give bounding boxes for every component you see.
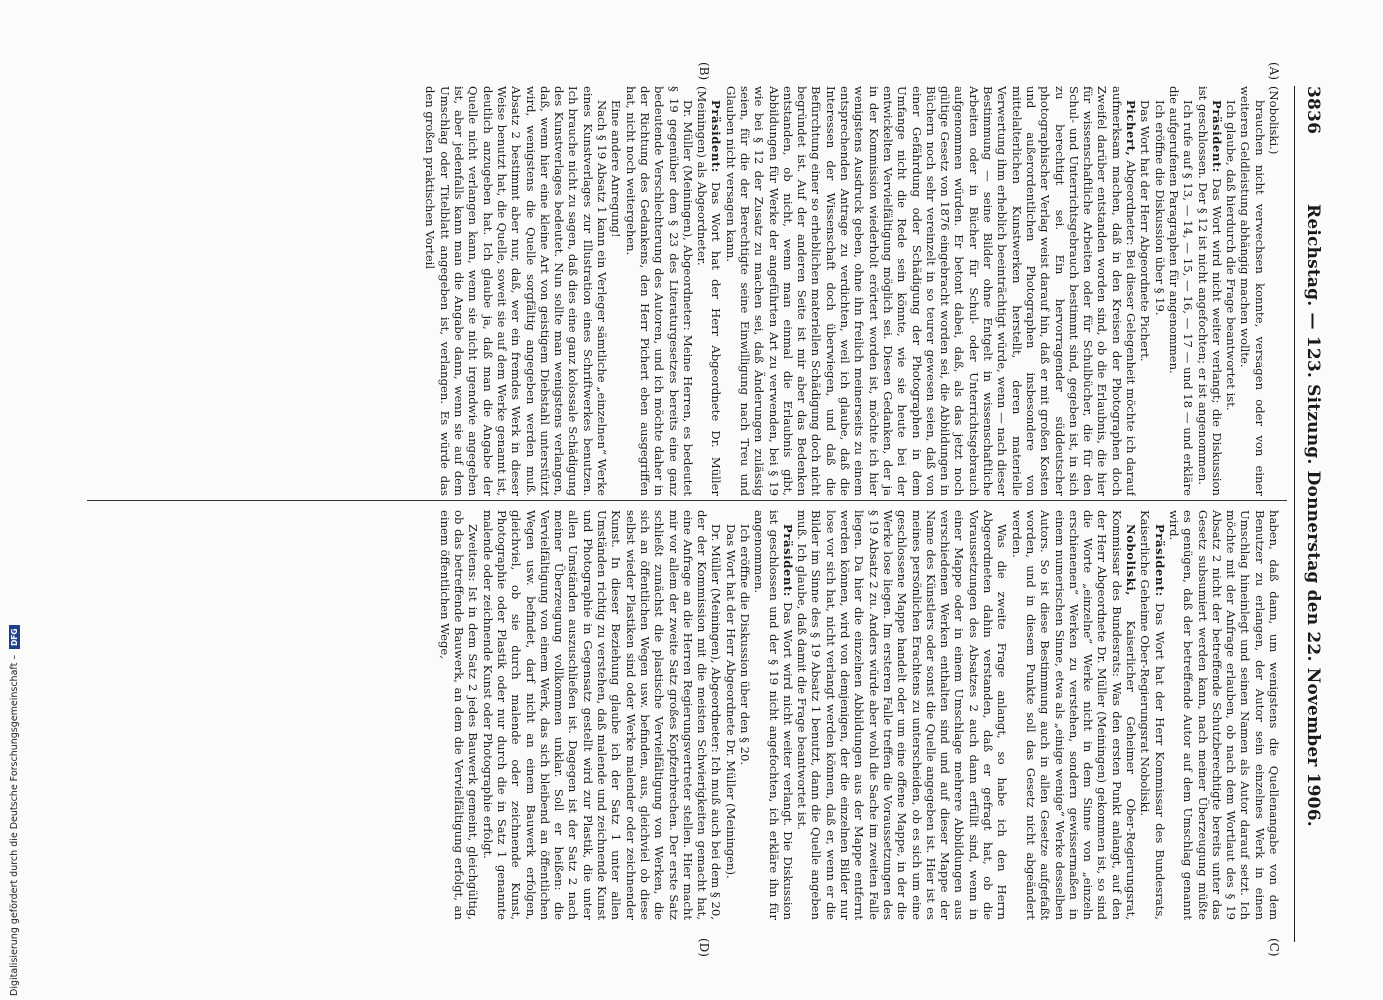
paragraph-text: Das Wort wird nicht weiter verlangt; die Diskussion ist geschlossen. Der § 12 ist nicht angefochten; er ist angenommen. xyxy=(1195,86,1224,496)
paragraph-text: Dr. Müller (Meiningen), Abgeordneter: Meine Herren, es bedeutet § 19 gegenüber dem § 23 des Literaturgesetzes bereits eine ganz bedeutende Verschlechterung des Autoren, und ich möchte daher in der Richtung des Gedankens, den Herr Pichert eben ausgegriffen hat, nicht noch weitergehen. xyxy=(623,86,695,496)
paragraph xyxy=(1224,86,1238,496)
paragraph xyxy=(609,86,623,496)
paragraph-text: haben, daß dann, um wenigstens die Quellenangabe von dem Benutzer zu erlangen, der Autor sein einzelnes Werk in einen Umschlag hineinlegt und seinen Namen als Autor darauf setzt. Ich möchte mit der Anfrage erlauben, ob nach dem Wortlaut des § 19 Absatz 2 nicht der betreffende Schutzberechtigte bereits unter das Gesetz subsumiert werden kann, nach meiner Überzeugung müßte es genügen, daß der betreffende Autor auf dem Umschlag genannt wird. xyxy=(1166,510,1281,920)
margin-marker-b: (B) xyxy=(697,62,711,81)
paragraph xyxy=(795,510,1009,920)
speaker-name: Präsident: xyxy=(1152,524,1167,597)
paragraph xyxy=(1238,86,1267,496)
paragraph-text: Das Wort hat der Herr Abgeordnete Dr. Müller (Meiningen). xyxy=(723,524,738,879)
paragraph-text: Nach § 19 Absatz 1 kann ein Verleger sämtliche „einzelnen“ Werke eines Kunstverlages zur Illustration eines Schriftwerkes benutzen. Ich brauche nicht zu sagen, daß dies eine ganz kolossale Schädigung des Kunstverlages bedeutet. Nun sollte man wenigstens verlangen, daß, wenn hier eine kleine Art von geistigem Diebstahl unterstützt wird, wenigstens die Quelle sorgfältig angegeben werden muß. Absatz 2 bestimmt aber nur, daß, wer ein fremdes Werk in dieser Weise benutzt hat, die Quelle, soweit sie auf dem Werke genannt ist, deutlich anzugeben hat. Ich glaube ja, daß man die Angabe der Quelle nicht verlangen kann, wenn sie nicht irgendwie angegeben ist, aber jedenfalls kann man die Angabe dann, wenn sie auf dem Umschlag oder Titelblatt angegeben ist, verlangen. Es würde das den großen praktischen Vorteil xyxy=(423,86,610,496)
speaker-name: Pichert, xyxy=(1124,100,1139,157)
paragraph xyxy=(738,510,752,920)
paragraph xyxy=(695,86,724,496)
paragraph-text: Dr. Müller (Meiningen), Abgeordneter: Ich muß auch bei dem § 20, der der Kommission mit die meisten Schwierigkeiten gemacht hat, eine Anfrage an die Herren Regierungsvertreter stellen. Hier macht mir vor allem der zweite Satz großes Kopfzerbrechen. Der erste Satz schließt zunächst die plastische Vervielfältigung von Werken, die sich an öffentlichen Wegen usw. befinden, aus, gleichviel ob diese selbst wieder Plastiken sind oder Werke malender oder zeichnender Kunst. In dieser Beziehung glaube ich der Satz 1 unter allen Umständen richtig zu verstehen, daß malende und zeichnende Kunst und Photographie in Gegensatz gestellt wird zur Plastik, die unter allen Umständen auszuschließen ist. Dagegen ist der Satz 2 nach meiner Überzeugung vollkommen unklar. Soll er heißen: die Vervielfältigung von einem Werk, das sich bleibend an öffentlichen Wegen usw. befindet, darf nicht an einem Bauwerk erfolgen, gleichviel, ob sie durch malende oder zeichnende Kunst, Photographie oder Plastik oder nur durch die in Satz 1 genannte malende oder zeichnende Kunst oder Photographie erfolgt. xyxy=(480,510,724,920)
speaker-name: Präsident: xyxy=(1209,100,1224,173)
paragraph xyxy=(1152,86,1166,496)
paragraph xyxy=(1267,86,1281,496)
paragraph xyxy=(437,510,480,920)
paragraph-text: (Noboliski.) xyxy=(1267,86,1281,155)
margin-marker-d: (D) xyxy=(697,938,711,957)
digitization-note-text: Digitalisierung gefördert durch die Deutsche Forschungsgemeinschaft – xyxy=(8,654,20,996)
paragraph xyxy=(1167,86,1196,496)
paragraph-text: Abgeordneter: Bei dieser Gelegenheit möchte ich darauf aufmerksam machen, daß in den Kreisen der Photographen doch Zweifel darüber entstanden worden sind, ob die Erlaubnis, die hier für wissenschaftliche Arbeiten oder für Schulbücher, die für den Schul- und Unterrichtsgebrauch bestimmt sind, gegeben ist, in sich zu berechtigt sei. Ein hervorragender süddeutscher photographischer Verlag weist darauf hin, daß er mit großen Kosten und außerordentlichen Photographen insbesondere von mittelalterlichen Kunstwerken herstellt, deren materielle Verwertung ihm erheblich beeinträchtigt würde, wenn — nach dieser Bestimmung — seine Bilder ohne Entgelt in wissenschaftliche Arbeiten oder in Bücher für Schul- oder Unterrichtsgebrauch aufgenommen würden. Er betont dabei, daß, als das jetzt noch gültige Gesetz von 1876 eingebracht worden sei, die Abbildungen in Büchern noch sehr vereinzelt in so teurer gewesen seien, daß von einer Gefährdung oder Schädigung der Photographen in dem Umfange nicht die Rede sein könnte, wie sie heute bei der entwickelten Vervielfältigung möglich sei. Diesen Gedanken, der ja in der Kommission wiederholt erörtert worden ist, möchte ich hier wenigstens Ausdruck geben, ohne ihn freilich meinerseits zu einem entsprechenden Antrage zu verdichten, weil ich glaube, daß die Interessen der Wissenschaft doch überwiegen, und daß die Befürchtung einer so erheblichen materiellen Schädigung doch nicht begründet ist. Auf der anderen Seite ist mir aber das Bedenken entstanden, ob nicht, wenn man einmal die Erlaubnis gibt, Abbildungen für Werke der angeführten Art zu verwenden, bei § 19 wie bei § 12 der Zusatz zu machen sei, daß Änderungen zulässig seien, für die der Berechtigte seine Einwilligung nach Treu und Glauben nicht versagen kann. xyxy=(723,86,1139,496)
paragraph xyxy=(1009,510,1138,920)
left-column xyxy=(91,86,1281,496)
digitization-note xyxy=(4,0,24,996)
paragraph-text: Das Wort hat der Herr Abgeordnete Dr. Müller (Meiningen) als Abgeordneter. xyxy=(695,86,724,496)
paragraph xyxy=(1138,510,1167,920)
paragraph-text: Zweitens: Ist in dem Satz 2 jedes Bauwerk gemeint, gleichgültig, ob das betreffende Bauwerk, an dem die Vervielfältigung erfolgt, an einem öffentlichen Wege, xyxy=(437,510,481,920)
paragraph-text: Ich rufe auf § 13, — 14, — 15, — 16, — 17 — und 18 — und erkläre die aufgerufenen Paragraphen für angenommen. xyxy=(1166,86,1196,496)
paragraph-text: Das Wort hat der Herr Abgeordnete Pichert. xyxy=(1138,100,1153,362)
paragraph xyxy=(1195,86,1224,496)
paragraph-text: Das Wort hat der Herr Kommissar des Bundesrats, Kaiserliche Geheime Ober-Regierungsrat Noboliski. xyxy=(1138,510,1167,920)
paragraph-text: Eine andere Anregung! xyxy=(609,100,624,238)
paragraph-text: Das Wort wird nicht weiter verlangt. Die Diskussion ist geschlossen und der § 19 nicht angefochten, ich erkläre ihn für angenommen. xyxy=(752,510,795,920)
paragraph xyxy=(723,510,737,920)
paragraph xyxy=(1167,510,1281,920)
page-number: 3836 xyxy=(1303,86,1323,135)
speaker-name: Noboliski, xyxy=(1124,524,1139,596)
page-header xyxy=(1295,0,1383,1000)
paragraph xyxy=(1138,86,1152,496)
paragraph-text: brauchen nicht verwechsen konnte, versagen oder von einer weiteren Geldleistung abhängig machen wollte. xyxy=(1238,86,1267,496)
running-head: Reichstag. — 123. Sitzung. Donnerstag den 22. November 1906. xyxy=(1303,204,1323,827)
paragraph-text: Ich eröffne die Diskussion über den § 20. xyxy=(738,524,753,766)
margin-marker-a: (A) xyxy=(1267,62,1281,81)
margin-marker-c: (C) xyxy=(1267,938,1281,957)
header-rule xyxy=(1294,86,1295,942)
paragraph-text: Ich eröffne die Diskussion über § 19. xyxy=(1152,100,1167,316)
speaker-name: Präsident: xyxy=(709,100,724,173)
paragraph-text: Kaiserlicher Geheimer Ober-Regierungsrat, Kommissar des Bundesrats: Was den ersten Punkt anlangt, auf den der Herr Abgeordnete Dr. Müller (Meiningen) gekommen ist, so sind die Worte „einzelne“ Werke nicht in dem Sinne von „einzeln erschienenen“ Werken zu verstehen, sondern gewissermaßen in einem numerischen Sinne, etwa als „einige wenige“ Werke desselben Autors. So ist diese Bestimmung auch in allen Gesetze aufgefaßt worden, und in diesem Punkte soll das Gesetz nicht abgeändert werden. xyxy=(1009,510,1139,920)
right-column xyxy=(91,510,1281,920)
paragraph xyxy=(723,86,1138,496)
paragraph xyxy=(752,510,795,920)
dfg-logo: DFG xyxy=(9,625,20,649)
paragraph xyxy=(480,510,723,920)
column-divider xyxy=(87,500,1287,501)
paragraph xyxy=(623,86,694,496)
paragraph-text: Was die zweite Frage anlangt, so habe ich den Herrn Abgeordneten dahin verstanden, daß er gefragt hat, ob die Voraussetzungen des Absatzes 2 auch dann erfüllt sind, wenn in einer Mappe oder in einem Umschlage mehrere Abbildungen aus verschiedenen Werken enthalten sind und auf dieser Mappe der Name des Künstlers oder sonst die Quelle angegeben ist. Hier ist es meines persönlichen Erachtens zu unterscheiden, ob es sich um eine geschlossene Mappe handelt oder um eine offene Mappe, in der die Werke lose liegen. Im ersteren Falle treffen die Voraussetzungen des § 19 Absatz 2 zu. Anders würde aber wohl die Sache im zweiten Falle liegen. Da hier die einzelnen Abbildungen aus der Mappe entfernt werden können, wird von demjenigen, der die einzelnen Bilder nur lose vor sich hat, nicht verlangt werden können, daß er, wenn er die Bilder im Sinne des § 19 Absatz 1 benutzt, dann die Quelle angeben muß. Ich glaube, daß damit die Frage beantwortet ist. xyxy=(795,510,1010,920)
paragraph xyxy=(423,86,609,496)
paragraph-text: Ich glaube, daß hierdurch die Frage beantwortet ist. xyxy=(1224,100,1239,411)
speaker-name: Präsident: xyxy=(780,524,795,597)
